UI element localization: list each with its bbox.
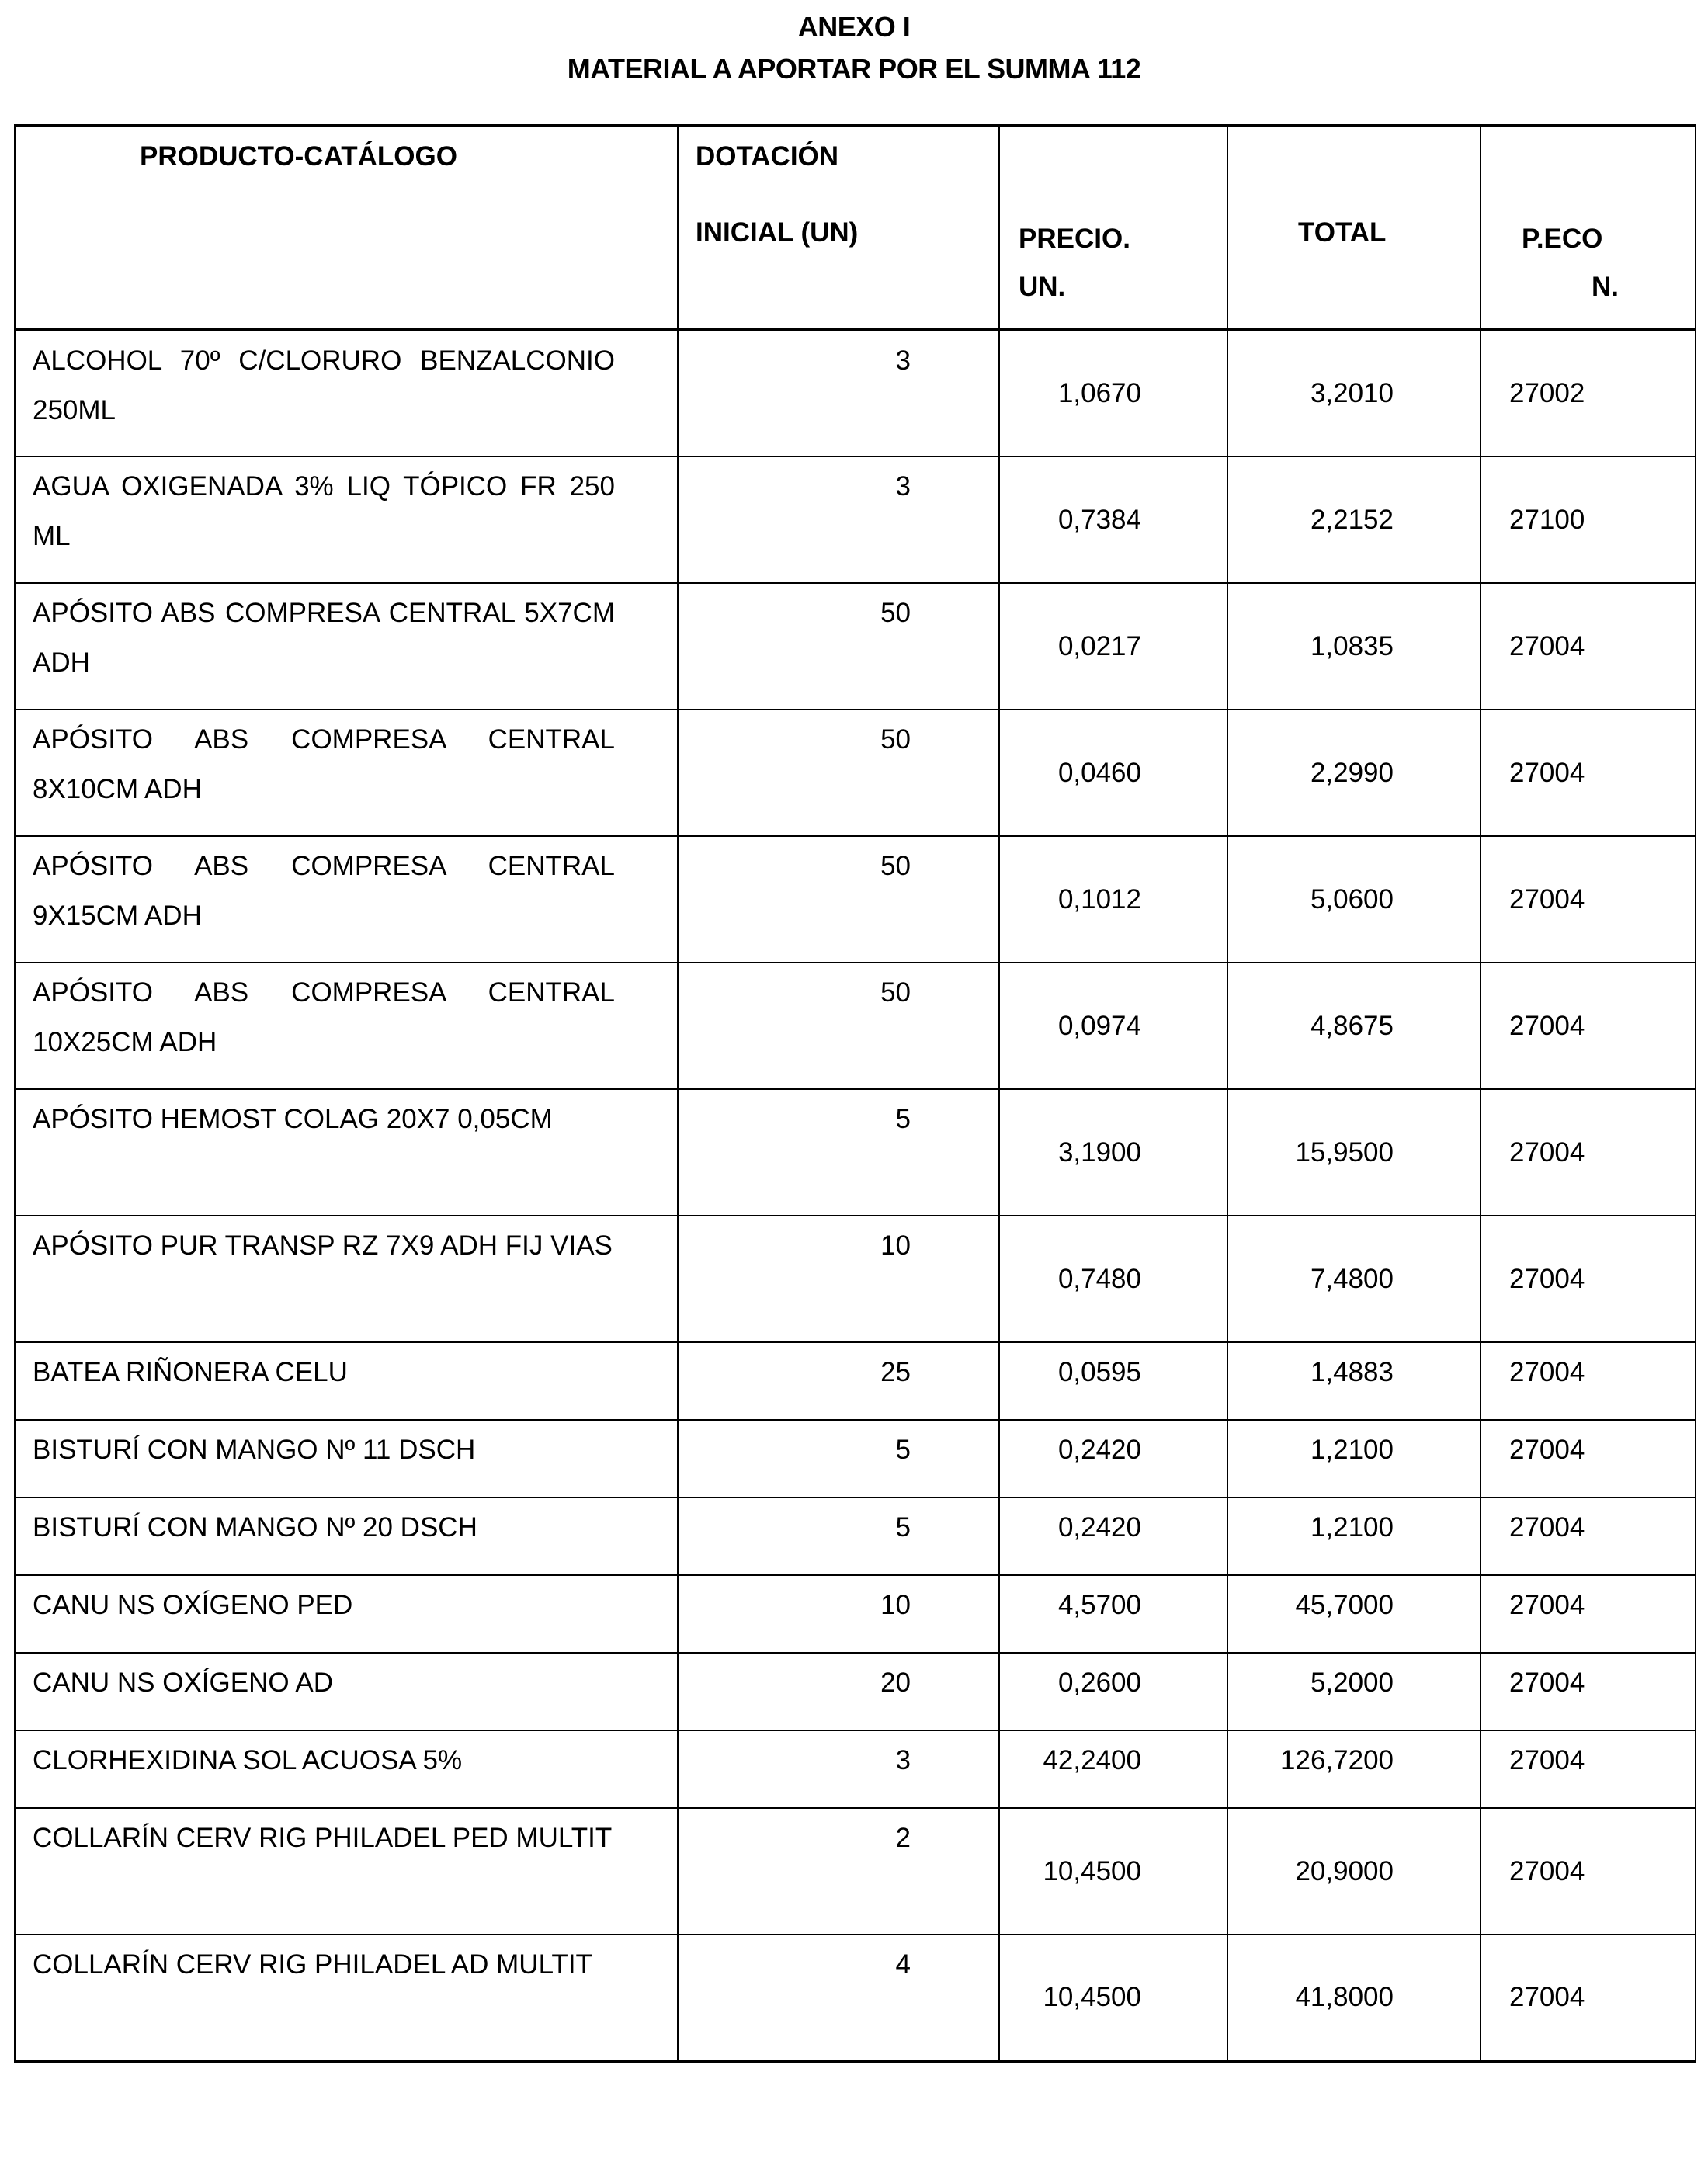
cell-total: 20,9000: [1227, 1808, 1481, 1935]
cell-precio: 0,2600: [999, 1653, 1227, 1730]
table-row: [15, 1808, 1696, 1935]
table-row: [15, 1498, 1696, 1575]
cell-precio: 0,0974: [999, 963, 1227, 1089]
cell-dotacion: 50: [678, 836, 999, 963]
cell-producto: BISTURÍ CON MANGO Nº 20 DSCH: [15, 1498, 678, 1575]
cell-precio: 0,7480: [999, 1216, 1227, 1342]
cell-peco: 27004: [1481, 583, 1696, 710]
cell-producto: APÓSITO ABS COMPRESA CENTRAL 8X10CM ADH: [15, 710, 678, 836]
cell-precio: 4,5700: [999, 1575, 1227, 1653]
cell-peco: 27004: [1481, 1216, 1696, 1342]
cell-producto: COLLARÍN CERV RIG PHILADEL AD MULTIT: [15, 1935, 678, 2061]
cell-precio: 0,7384: [999, 456, 1227, 583]
header-producto-label: PRODUCTO-CATÁLOGO: [140, 141, 457, 172]
header-precio-label-1: PRECIO.: [1019, 224, 1130, 254]
cell-producto: APÓSITO ABS COMPRESA CENTRAL 5X7CM ADH: [15, 583, 678, 710]
header-total: [1227, 126, 1481, 330]
cell-precio: 10,4500: [999, 1935, 1227, 2061]
cell-producto: APÓSITO HEMOST COLAG 20X7 0,05CM: [15, 1089, 678, 1216]
header-dotacion-label-2: INICIAL (UN): [696, 217, 859, 248]
header-peco-label-1: P.ECO: [1522, 224, 1603, 254]
table-row: [15, 1216, 1696, 1342]
cell-precio: 0,0217: [999, 583, 1227, 710]
cell-precio: 3,1900: [999, 1089, 1227, 1216]
table-row: [15, 1089, 1696, 1216]
cell-total: 2,2152: [1227, 456, 1481, 583]
cell-producto: APÓSITO PUR TRANSP RZ 7X9 ADH FIJ VIAS: [15, 1216, 678, 1342]
cell-dotacion: 25: [678, 1342, 999, 1420]
table-row: [15, 1575, 1696, 1653]
cell-dotacion: 20: [678, 1653, 999, 1730]
cell-dotacion: 50: [678, 963, 999, 1089]
cell-dotacion: 50: [678, 583, 999, 710]
cell-producto: APÓSITO ABS COMPRESA CENTRAL 10X25CM ADH: [15, 963, 678, 1089]
cell-total: 41,8000: [1227, 1935, 1481, 2061]
table-row: [15, 963, 1696, 1089]
cell-total: 1,0835: [1227, 583, 1481, 710]
cell-dotacion: 10: [678, 1575, 999, 1653]
cell-peco: 27004: [1481, 1342, 1696, 1420]
header-precio-label-2: UN.: [1019, 272, 1066, 302]
cell-producto: CANU NS OXÍGENO AD: [15, 1653, 678, 1730]
cell-producto: BISTURÍ CON MANGO Nº 11 DSCH: [15, 1420, 678, 1498]
cell-producto: BATEA RIÑONERA CELU: [15, 1342, 678, 1420]
cell-dotacion: 5: [678, 1498, 999, 1575]
cell-precio: 1,0670: [999, 330, 1227, 456]
cell-dotacion: 5: [678, 1089, 999, 1216]
cell-peco: 27002: [1481, 330, 1696, 456]
cell-total: 1,4883: [1227, 1342, 1481, 1420]
cell-producto: ALCOHOL 70º C/CLORURO BENZALCONIO 250ML: [15, 330, 678, 456]
table-row: [15, 710, 1696, 836]
cell-total: 1,2100: [1227, 1498, 1481, 1575]
cell-dotacion: 3: [678, 1730, 999, 1808]
cell-total: 5,0600: [1227, 836, 1481, 963]
cell-peco: 27004: [1481, 1089, 1696, 1216]
cell-dotacion: 3: [678, 456, 999, 583]
cell-peco: 27004: [1481, 963, 1696, 1089]
cell-peco: 27004: [1481, 710, 1696, 836]
header-total-label: TOTAL: [1298, 217, 1387, 248]
table-header-row: [15, 126, 1696, 330]
cell-total: 1,2100: [1227, 1420, 1481, 1498]
cell-total: 5,2000: [1227, 1653, 1481, 1730]
cell-dotacion: 3: [678, 330, 999, 456]
table-row: [15, 1420, 1696, 1498]
table-row: [15, 1730, 1696, 1808]
cell-dotacion: 50: [678, 710, 999, 836]
cell-peco: 27004: [1481, 1730, 1696, 1808]
header-peco-label-2: N.: [1592, 272, 1619, 302]
cell-total: 4,8675: [1227, 963, 1481, 1089]
cell-precio: 10,4500: [999, 1808, 1227, 1935]
cell-precio: 0,0595: [999, 1342, 1227, 1420]
table-row: [15, 836, 1696, 963]
table-row: [15, 1342, 1696, 1420]
cell-total: 7,4800: [1227, 1216, 1481, 1342]
cell-peco: 27004: [1481, 1575, 1696, 1653]
table-row: [15, 583, 1696, 710]
document-subtitle: MATERIAL A APORTAR POR EL SUMMA 112: [567, 53, 1141, 85]
cell-peco: 27004: [1481, 1935, 1696, 2061]
cell-total: 15,9500: [1227, 1089, 1481, 1216]
header-precio: [999, 126, 1227, 330]
cell-peco: 27004: [1481, 1498, 1696, 1575]
table-row: [15, 1935, 1696, 2061]
cell-total: 2,2990: [1227, 710, 1481, 836]
cell-peco: 27100: [1481, 456, 1696, 583]
cell-dotacion: 2: [678, 1808, 999, 1935]
cell-producto: CANU NS OXÍGENO PED: [15, 1575, 678, 1653]
cell-dotacion: 4: [678, 1935, 999, 2061]
cell-producto: AGUA OXIGENADA 3% LIQ TÓPICO FR 250 ML: [15, 456, 678, 583]
cell-precio: 0,0460: [999, 710, 1227, 836]
cell-precio: 0,2420: [999, 1420, 1227, 1498]
cell-precio: 0,1012: [999, 836, 1227, 963]
cell-producto: CLORHEXIDINA SOL ACUOSA 5%: [15, 1730, 678, 1808]
cell-peco: 27004: [1481, 1420, 1696, 1498]
cell-total: 126,7200: [1227, 1730, 1481, 1808]
cell-total: 45,7000: [1227, 1575, 1481, 1653]
header-peco: [1481, 126, 1696, 330]
header-producto: [15, 126, 678, 330]
cell-precio: 0,2420: [999, 1498, 1227, 1575]
cell-precio: 42,2400: [999, 1730, 1227, 1808]
cell-dotacion: 5: [678, 1420, 999, 1498]
cell-producto: COLLARÍN CERV RIG PHILADEL PED MULTIT: [15, 1808, 678, 1935]
material-table: [14, 124, 1696, 2063]
cell-total: 3,2010: [1227, 330, 1481, 456]
table-row: [15, 456, 1696, 583]
table-row: [15, 330, 1696, 456]
cell-dotacion: 10: [678, 1216, 999, 1342]
cell-peco: 27004: [1481, 1653, 1696, 1730]
cell-peco: 27004: [1481, 1808, 1696, 1935]
cell-peco: 27004: [1481, 836, 1696, 963]
document-title: ANEXO I: [797, 11, 911, 43]
table-row: [15, 1653, 1696, 1730]
header-dotacion-label-1: DOTACIÓN: [696, 141, 839, 172]
header-dotacion: [678, 126, 999, 330]
cell-producto: APÓSITO ABS COMPRESA CENTRAL 9X15CM ADH: [15, 836, 678, 963]
